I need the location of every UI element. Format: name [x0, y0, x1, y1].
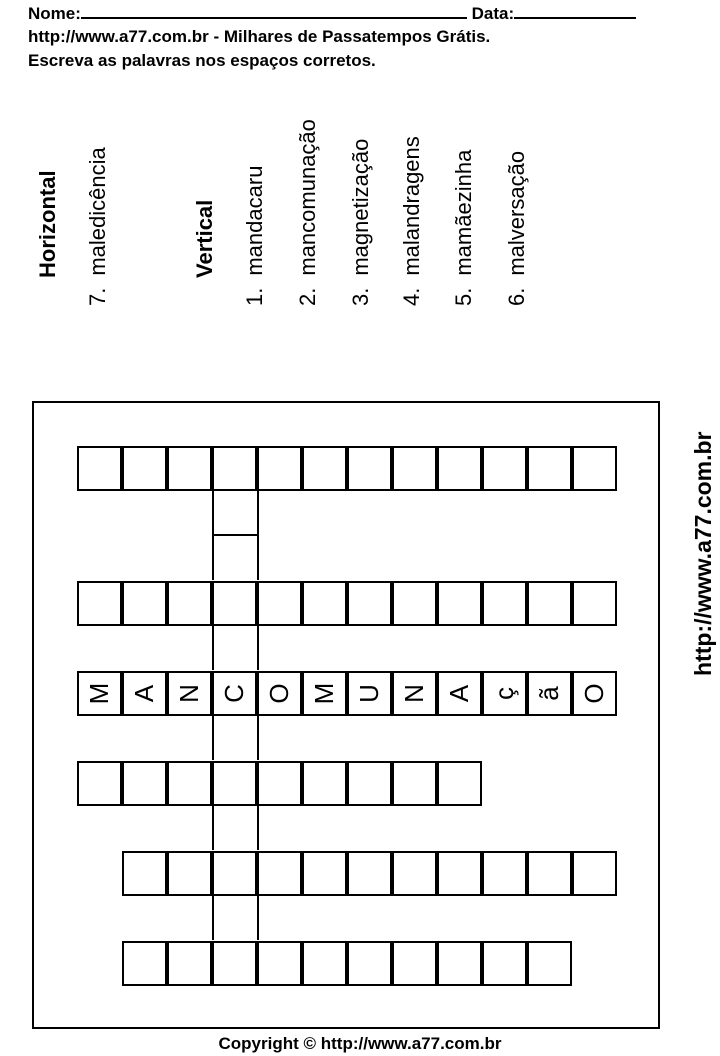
cell-letter [214, 763, 255, 804]
vertical-title-text: Vertical [192, 199, 217, 278]
grid-cell[interactable] [482, 851, 527, 896]
cell-letter [484, 583, 525, 624]
grid-cell[interactable] [392, 671, 437, 716]
connector-column [212, 624, 259, 670]
vertical-clue-4 [400, 136, 424, 306]
horizontal-clue-7 [86, 147, 110, 306]
grid-cell[interactable] [482, 671, 527, 716]
grid-cell[interactable] [347, 671, 392, 716]
vertical-clue-5 [452, 150, 476, 306]
clue-word: maledicência [85, 147, 110, 276]
side-url: http://www.a77.com.br [690, 431, 716, 676]
clue-number: 5. [451, 287, 476, 306]
grid-cell[interactable] [257, 581, 302, 626]
cell-letter [79, 583, 120, 624]
grid-cell[interactable] [212, 581, 257, 626]
cell-letter [259, 583, 300, 624]
cell-letter [169, 763, 210, 804]
grid-cell[interactable] [257, 851, 302, 896]
clue-word: mandacaru [242, 165, 267, 276]
clue-word: magnetização [348, 138, 373, 276]
cell-letter [124, 763, 165, 804]
grid-cell[interactable] [482, 446, 527, 491]
cell-letter [529, 943, 570, 984]
grid-cell[interactable] [437, 851, 482, 896]
grid-cell[interactable] [122, 851, 167, 896]
connector-cell[interactable] [212, 489, 259, 536]
cell-letter [304, 763, 345, 804]
cell-letter [484, 943, 525, 984]
grid-cell[interactable] [77, 761, 122, 806]
grid-cell[interactable] [257, 761, 302, 806]
cell-letter [169, 448, 210, 489]
cell-letter [394, 853, 435, 894]
grid-cell[interactable] [302, 851, 347, 896]
cell-letter [124, 448, 165, 489]
connector-column [212, 804, 259, 850]
cell-letter [439, 853, 480, 894]
clue-word: malandragens [399, 136, 424, 276]
cell-letter: C [219, 684, 249, 703]
grid-cell[interactable] [257, 941, 302, 986]
grid-cell[interactable] [572, 851, 617, 896]
grid-cell[interactable] [167, 761, 212, 806]
vertical-clue-2 [296, 119, 320, 306]
cell-letter [394, 763, 435, 804]
horizontal-title: Horizontal [35, 170, 60, 278]
cell-letter [439, 763, 480, 804]
grid-cell[interactable] [122, 941, 167, 986]
horizontal-clues [36, 170, 60, 278]
cell-letter [124, 583, 165, 624]
cell-letter [169, 943, 210, 984]
connector-column [212, 534, 259, 580]
grid-cell[interactable] [257, 671, 302, 716]
cell-letter [439, 943, 480, 984]
grid-cell[interactable] [347, 851, 392, 896]
clue-number: 3. [348, 287, 373, 306]
cell-letter: O [579, 683, 609, 704]
cell-letter: M [84, 682, 114, 705]
clue-number: 7. [85, 287, 110, 306]
cell-letter [529, 583, 570, 624]
cell-letter [259, 853, 300, 894]
cell-letter [214, 583, 255, 624]
grid-cell[interactable] [347, 941, 392, 986]
grid-cell[interactable] [212, 941, 257, 986]
cell-letter [214, 943, 255, 984]
cell-letter [124, 853, 165, 894]
grid-cell[interactable] [77, 446, 122, 491]
grid-cell[interactable] [482, 941, 527, 986]
grid-cell[interactable] [392, 446, 437, 491]
cell-letter: N [174, 684, 204, 703]
grid-cell[interactable] [302, 941, 347, 986]
cell-letter [124, 943, 165, 984]
grid-cell[interactable] [302, 761, 347, 806]
cell-letter: U [354, 684, 384, 703]
cell-letter: N [399, 684, 429, 703]
connector-column [212, 894, 259, 940]
cell-letter: A [129, 684, 159, 703]
grid-cell[interactable] [302, 446, 347, 491]
grid-cell[interactable] [122, 761, 167, 806]
grid-cell[interactable] [347, 581, 392, 626]
grid-cell[interactable] [392, 581, 437, 626]
grid-cell[interactable] [572, 446, 617, 491]
vertical-clue-3 [349, 139, 373, 306]
cell-letter [349, 583, 390, 624]
grid-cell[interactable] [527, 941, 572, 986]
grid-cell[interactable] [122, 581, 167, 626]
grid-cell[interactable] [437, 941, 482, 986]
name-date-line [28, 3, 636, 24]
grid-cell[interactable] [77, 581, 122, 626]
clue-number: 2. [295, 287, 320, 306]
cell-letter: A [444, 684, 474, 703]
grid-cell[interactable] [482, 581, 527, 626]
clue-number: 1. [242, 287, 267, 306]
site-line: http://www.a77.com.br - Milhares de Passatempos Grátis. [28, 27, 491, 46]
cell-letter: M [309, 682, 339, 705]
cell-letter [394, 943, 435, 984]
cell-letter [259, 448, 300, 489]
grid-cell[interactable] [302, 671, 347, 716]
cell-letter [394, 583, 435, 624]
cell-letter [259, 763, 300, 804]
cell-letter: ã [534, 686, 564, 701]
cell-letter [304, 943, 345, 984]
cell-letter: ç [489, 687, 519, 700]
clue-word: mamãezinha [451, 149, 476, 276]
cell-letter [574, 853, 615, 894]
grid-cell[interactable] [392, 941, 437, 986]
cell-letter [304, 853, 345, 894]
grid-cell[interactable] [302, 581, 347, 626]
grid-cell[interactable] [527, 581, 572, 626]
cell-letter [394, 448, 435, 489]
grid-cell[interactable] [392, 761, 437, 806]
name-label: Nome: [28, 4, 81, 23]
date-blank[interactable] [514, 3, 636, 19]
grid-cell[interactable] [167, 581, 212, 626]
grid-cell[interactable] [437, 761, 482, 806]
clue-word: mancomunação [295, 119, 320, 276]
grid-cell[interactable] [257, 446, 302, 491]
clue-word: malversação [504, 150, 529, 276]
grid-cell[interactable] [167, 851, 212, 896]
grid-cell[interactable] [392, 851, 437, 896]
cell-letter [169, 853, 210, 894]
grid-cell[interactable] [527, 446, 572, 491]
cell-letter [439, 583, 480, 624]
instruction: Escreva as palavras nos espaços corretos. [28, 51, 376, 70]
grid-cell[interactable] [212, 446, 257, 491]
cell-letter [529, 853, 570, 894]
cell-letter [349, 448, 390, 489]
grid-cell[interactable] [437, 671, 482, 716]
cell-letter [349, 763, 390, 804]
vertical-title [193, 200, 217, 278]
grid-cell[interactable] [572, 671, 617, 716]
clue-number: 6. [504, 287, 529, 306]
grid-cell[interactable] [212, 851, 257, 896]
grid-cell[interactable] [347, 761, 392, 806]
grid-cell[interactable] [527, 671, 572, 716]
cell-letter [484, 448, 525, 489]
connector-column [212, 714, 259, 760]
grid-cell[interactable] [437, 446, 482, 491]
cell-letter [214, 853, 255, 894]
grid-cell[interactable] [167, 671, 212, 716]
grid-cell[interactable] [167, 941, 212, 986]
vertical-clue-6 [505, 151, 529, 306]
cell-letter [304, 583, 345, 624]
cell-letter [259, 943, 300, 984]
name-blank[interactable] [81, 3, 467, 19]
grid-cell[interactable] [347, 446, 392, 491]
cell-letter [484, 853, 525, 894]
grid-cell[interactable] [437, 581, 482, 626]
grid-cell[interactable] [122, 446, 167, 491]
cell-letter [439, 448, 480, 489]
grid-cell[interactable] [212, 761, 257, 806]
grid-cell[interactable] [167, 446, 212, 491]
grid-cell[interactable] [122, 671, 167, 716]
grid-cell[interactable] [572, 581, 617, 626]
cell-letter [574, 448, 615, 489]
grid-cell[interactable] [77, 671, 122, 716]
clue-number: 4. [399, 287, 424, 306]
cell-letter [79, 763, 120, 804]
cell-letter [304, 448, 345, 489]
grid-cell[interactable] [527, 851, 572, 896]
copyright: Copyright © http://www.a77.com.br [218, 1034, 502, 1053]
cell-letter [529, 448, 570, 489]
grid-cell[interactable] [212, 671, 257, 716]
cell-letter [79, 448, 120, 489]
cell-letter [349, 943, 390, 984]
date-label: Data: [471, 4, 515, 23]
cell-letter [169, 583, 210, 624]
cell-letter [349, 853, 390, 894]
cell-letter [214, 448, 255, 489]
cell-letter: O [264, 683, 294, 704]
vertical-clue-1 [243, 166, 267, 306]
cell-letter [574, 583, 615, 624]
